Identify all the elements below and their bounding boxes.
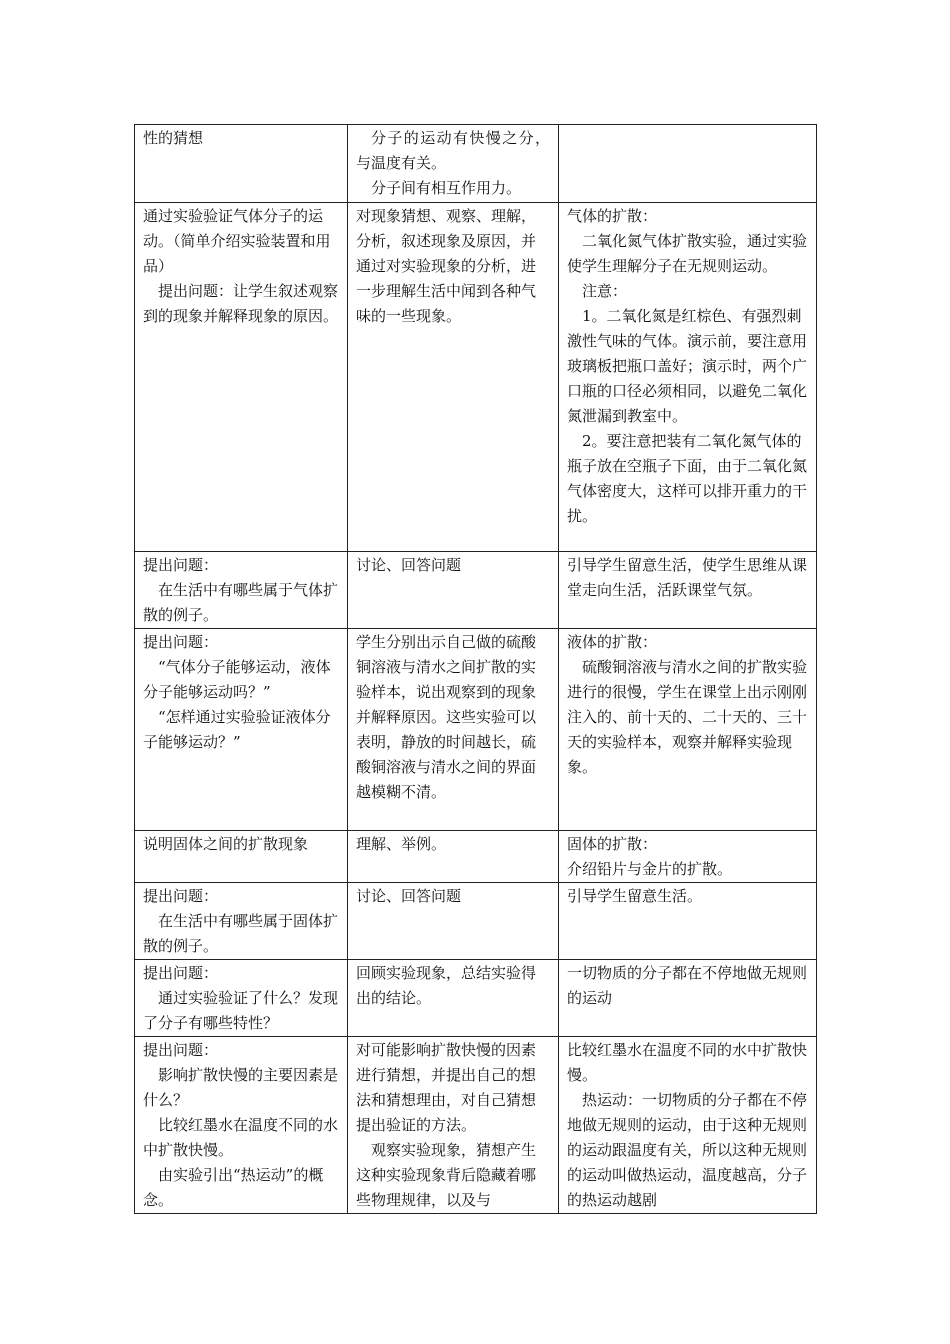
cell-text: 通过实验验证了什么？发现了分子有哪些特性？ (143, 989, 339, 1032)
table-cell-student-activity (348, 960, 559, 1037)
cell-text: 回顾实验现象，总结实验得出的结论。 (356, 964, 537, 1007)
table-cell-student-activity (348, 1037, 559, 1214)
cell-text: 提出问题： (143, 633, 219, 651)
table-cell-notes (559, 831, 817, 883)
cell-text: 提出问题： (143, 964, 219, 982)
table-cell-process (135, 883, 348, 960)
cell-text: 液体的扩散： (567, 633, 658, 651)
cell-text: 比较红墨水在温度不同的水中扩散快慢。 (143, 1116, 339, 1159)
table-cell-student-activity (348, 203, 559, 552)
table-cell-process (135, 125, 348, 203)
cell-text: 气体的扩散： (567, 207, 658, 225)
table-cell-student-activity (348, 629, 559, 831)
cell-text: 一切物质的分子都在不停地做无规则的运动 (567, 964, 808, 1007)
table-row (135, 960, 817, 1037)
table-cell-process (135, 629, 348, 831)
cell-text: 提出问题： (143, 1041, 219, 1059)
cell-text: 固体的扩散： (567, 835, 658, 853)
table-cell-notes (559, 552, 817, 629)
table-cell-student-activity (348, 125, 559, 203)
cell-text: 理解、举例。 (356, 835, 447, 853)
cell-text: 在生活中有哪些属于固体扩散的例子。 (143, 912, 339, 955)
table-row (135, 203, 817, 552)
table-cell-student-activity (348, 831, 559, 883)
cell-text: “怎样通过实验验证液体分子能够运动？” (143, 708, 331, 751)
table-row (135, 883, 817, 960)
lesson-plan-table (134, 124, 817, 1214)
cell-text: 对现象猜想、观察、理解，分析，叙述现象及原因，并通过对实验现象的分析，进一步理解生活中闻到各种气味的一些现象。 (356, 207, 537, 325)
cell-text: 注意： (582, 282, 628, 300)
cell-text: 讨论、回答问题 (356, 887, 462, 905)
cell-text: “气体分子能够运动，液体分子能够运动吗？” (143, 658, 331, 701)
table-row (135, 552, 817, 629)
table-row (135, 1037, 817, 1214)
table-cell-notes (559, 125, 817, 203)
table-cell-notes (559, 960, 817, 1037)
cell-text: 硫酸铜溶液与清水之间的扩散实验进行的很慢，学生在课堂上出示刚刚注入的、前十天的、二十天的、三十天的实验样本，观察并解释实验现象。 (567, 658, 808, 776)
table-cell-notes (559, 203, 817, 552)
cell-text: 观察实验现象，猜想产生这种实验现象背后隐藏着哪些物理规律，以及与 (356, 1141, 537, 1209)
cell-text: 提出问题： (143, 887, 219, 905)
cell-text: 对可能影响扩散快慢的因素进行猜想，并提出自己的想法和猜想理由，对自己猜想提出验证的方法。 (356, 1041, 537, 1134)
table-cell-process (135, 831, 348, 883)
cell-text: 热运动：一切物质的分子都在不停地做无规则的运动，由于这种无规则的运动跟温度有关，所以这种无规则的运动叫做热运动，温度越高，分子的热运动越剧 (567, 1091, 808, 1209)
cell-text: 2。要注意把装有二氧化氮气体的瓶子放在空瓶子下面，由于二氧化氮气体密度大，这样可以排开重力的干扰。 (567, 432, 808, 525)
table-row (135, 629, 817, 831)
table-cell-process (135, 203, 348, 552)
table-cell-notes (559, 1037, 817, 1214)
table-row (135, 125, 817, 203)
table-cell-process (135, 960, 348, 1037)
cell-text: 二氧化氮气体扩散实验，通过实验使学生理解分子在无规则运动。 (567, 232, 808, 275)
cell-text: 提出问题： (143, 556, 219, 574)
table-cell-notes (559, 883, 817, 960)
cell-text: 1。二氧化氮是红棕色、有强烈刺激性气味的气体。演示前，要注意用玻璃板把瓶口盖好；演示时，两个广口瓶的口径必须相同，以避免二氧化氮泄漏到教室中。 (567, 307, 808, 425)
cell-text: 分子间有相互作用力。 (371, 179, 522, 197)
cell-text: 讨论、回答问题 (356, 556, 462, 574)
cell-text: 介绍铅片与金片的扩散。 (567, 860, 733, 878)
cell-text: 在生活中有哪些属于气体扩散的例子。 (143, 581, 339, 624)
cell-text: 分子的运动有快慢之分，与温度有关。 (356, 129, 550, 172)
cell-text: 由实验引出“热运动”的概念。 (143, 1166, 324, 1209)
cell-text: 比较红墨水在温度不同的水中扩散快慢。 (567, 1041, 808, 1084)
cell-text: 引导学生留意生活，使学生思维从课堂走向生活，活跃课堂气氛。 (567, 556, 808, 599)
cell-text: 引导学生留意生活。 (567, 887, 703, 905)
cell-text: 提出问题：让学生叙述观察到的现象并解释现象的原因。 (143, 282, 339, 325)
cell-text: 学生分别出示自己做的硫酸铜溶液与清水之间扩散的实验样本，说出观察到的现象并解释原因。这些实验可以表明，静放的时间越长，硫酸铜溶液与清水之间的界面越模糊不清。 (356, 633, 537, 801)
cell-text: 影响扩散快慢的主要因素是什么？ (143, 1066, 339, 1109)
table-cell-student-activity (348, 552, 559, 629)
cell-text: 性的猜想 (143, 129, 204, 147)
table-cell-process (135, 552, 348, 629)
table-cell-process (135, 1037, 348, 1214)
cell-text: 说明固体之间的扩散现象 (143, 835, 309, 853)
table-cell-student-activity (348, 883, 559, 960)
table-row (135, 831, 817, 883)
table-cell-notes (559, 629, 817, 831)
cell-text: 通过实验验证气体分子的运动。（简单介绍实验装置和用品） (143, 207, 331, 275)
